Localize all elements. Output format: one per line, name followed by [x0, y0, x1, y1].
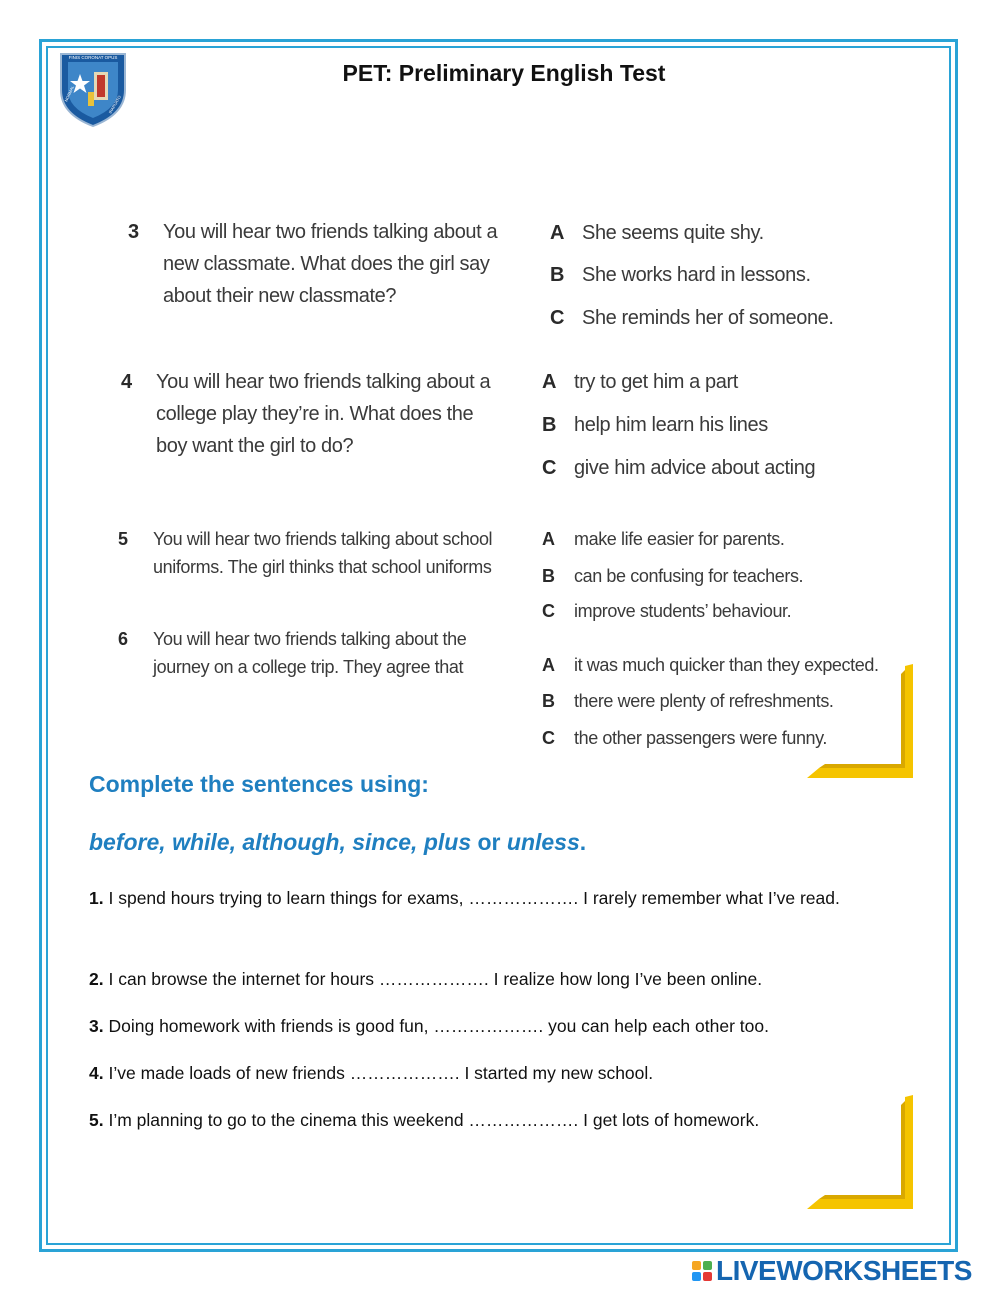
question-number: 4: [121, 371, 133, 393]
option-letter: A: [550, 222, 565, 244]
page-title: PET: Preliminary English Test: [342, 60, 666, 86]
sentence-number: 2.: [89, 969, 104, 989]
option-text: improve students’ behaviour.: [574, 601, 792, 621]
question-text: You will hear two friends talking about the journey on a college trip. They agree that: [153, 629, 467, 677]
option-text: help him learn his lines: [574, 414, 768, 436]
option-letter: B: [542, 691, 555, 711]
option-a[interactable]: [542, 366, 738, 398]
sentence-number: 5.: [89, 1110, 104, 1130]
sentence-text: I’m planning to go to the cinema this weekend ………………. I get lots of homework.: [108, 1110, 760, 1130]
option-c[interactable]: [542, 452, 815, 484]
question-number: 3: [128, 221, 140, 243]
question-number: 6: [118, 629, 129, 649]
option-b[interactable]: [542, 562, 803, 590]
question-text: You will hear two friends talking about school uniforms. The girl thinks that school uniforms: [153, 529, 493, 577]
grammar-word-list: [89, 829, 586, 856]
sentence-2[interactable]: [89, 962, 889, 996]
sentence-number: 1.: [89, 888, 104, 908]
option-text: She works hard in lessons.: [582, 264, 811, 286]
option-text: there were plenty of refreshments.: [574, 691, 834, 711]
sentence-5[interactable]: [89, 1103, 889, 1137]
option-c[interactable]: [550, 302, 834, 334]
option-c[interactable]: [542, 724, 827, 752]
option-letter: B: [542, 414, 557, 436]
brand-name: LIVEWORKSHEETS: [716, 1255, 972, 1286]
question-text: You will hear two friends talking about a college play they’re in. What does the boy want the girl to do?: [156, 371, 491, 457]
sentence-3[interactable]: [89, 1009, 889, 1043]
option-text: give him advice about acting: [574, 457, 816, 479]
option-text: can be confusing for teachers.: [574, 566, 804, 586]
option-text: try to get him a part: [574, 371, 738, 393]
option-letter: A: [542, 371, 557, 393]
sentence-number: 4.: [89, 1063, 104, 1083]
option-c[interactable]: [542, 597, 791, 625]
option-letter: C: [542, 457, 557, 479]
question-text: You will hear two friends talking about a new classmate. What does the girl say about their new classmate?: [163, 221, 498, 307]
option-letter: C: [542, 728, 555, 748]
sentence-text: Doing homework with friends is good fun, ………………. you can help each other too.: [108, 1016, 769, 1036]
option-letter: C: [550, 307, 565, 329]
sentence-4[interactable]: [89, 1056, 889, 1090]
sentence-text: I’ve made loads of new friends ………………. I started my new school.: [108, 1063, 654, 1083]
option-a[interactable]: [550, 217, 764, 249]
option-letter: A: [542, 529, 555, 549]
crest-motto: FINIS CORONAT OPUS: [68, 55, 118, 60]
crest-left-text: NORMAL: [63, 84, 76, 103]
yellow-corner-decoration: [805, 664, 915, 780]
sentence-1[interactable]: [89, 881, 889, 915]
option-text: the other passengers were funny.: [574, 728, 828, 748]
option-text: She seems quite shy.: [582, 222, 764, 244]
brand-mark-icon: [692, 1261, 712, 1281]
word-list-period: .: [579, 829, 587, 855]
grammar-heading: Complete the sentences using:: [89, 771, 429, 797]
sentence-text: I spend hours trying to learn things for exams, ………………. I rarely remember what I’ve read.: [108, 888, 840, 908]
option-text: She reminds her of someone.: [582, 307, 834, 329]
word-list-main: before, while, although, since, plus: [89, 829, 472, 855]
option-letter: B: [542, 566, 555, 586]
option-letter: C: [542, 601, 555, 621]
question-number: 5: [118, 529, 129, 549]
option-b[interactable]: [542, 409, 768, 441]
option-b[interactable]: [550, 259, 811, 291]
sentence-number: 3.: [89, 1016, 104, 1036]
word-list-or: or: [477, 829, 501, 855]
option-letter: B: [550, 264, 565, 286]
option-text: it was much quicker than they expected.: [574, 655, 879, 675]
liveworksheets-logo[interactable]: [692, 1255, 972, 1287]
sentence-text: I can browse the internet for hours ………………. I realize how long I’ve been online.: [108, 969, 763, 989]
option-b[interactable]: [542, 687, 834, 715]
word-list-last: unless: [506, 829, 580, 855]
option-letter: A: [542, 655, 555, 675]
option-text: make life easier for parents.: [574, 529, 785, 549]
option-a[interactable]: [542, 525, 785, 553]
crest-right-text: IRAPUATO: [107, 94, 122, 115]
